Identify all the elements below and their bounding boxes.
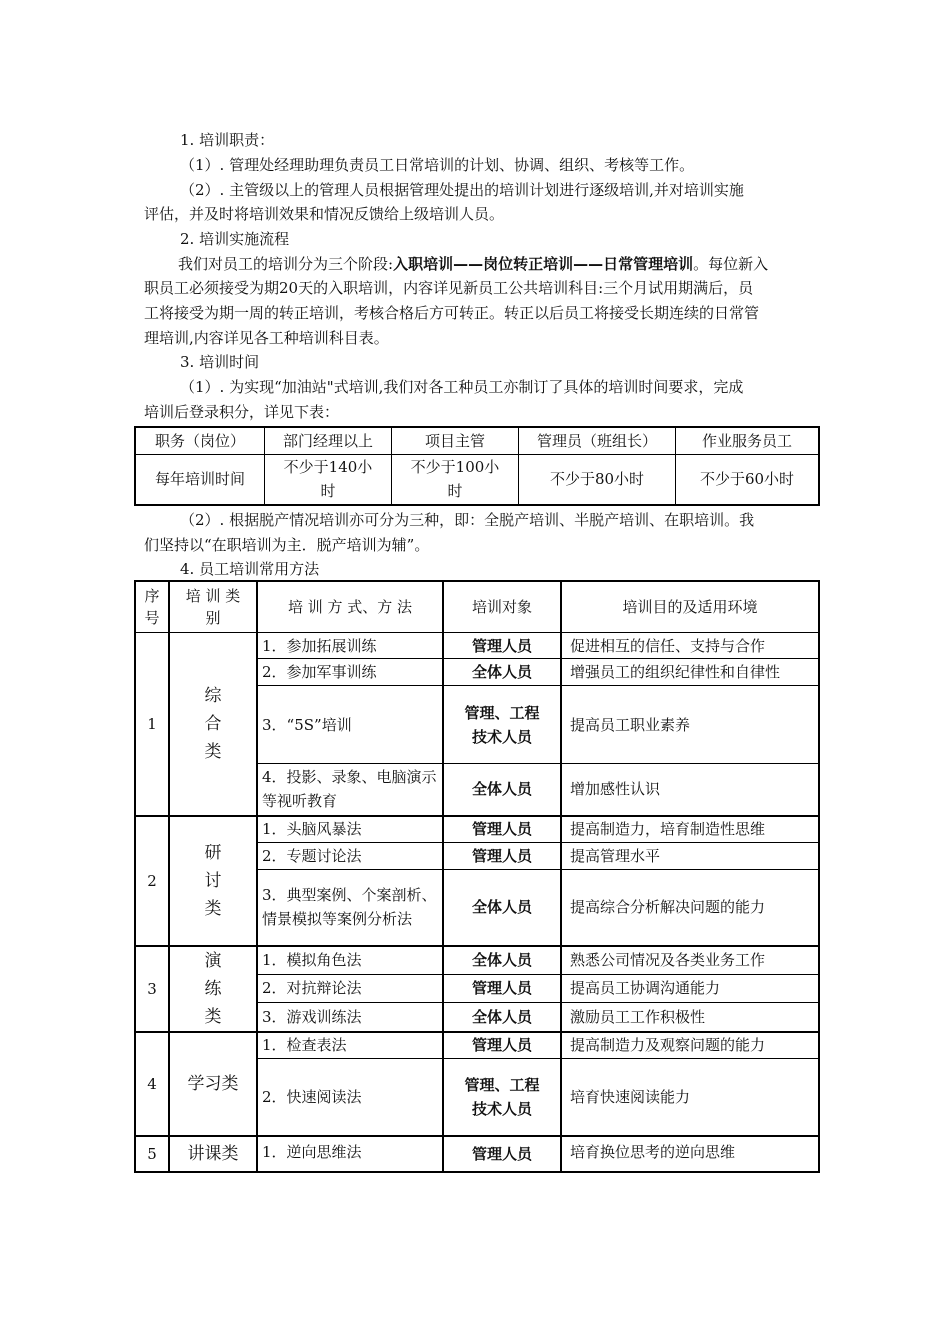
- section-3-item-1-line-2: 培训后登录积分，详见下表：: [144, 403, 340, 421]
- group-2-category: [169, 816, 257, 946]
- section-2-line-1: [178, 252, 868, 276]
- section-2-line-1-pre: 我们对员工的培训分为三个阶段:: [178, 255, 394, 273]
- group-5-category: 讲课类: [169, 1136, 257, 1172]
- group-1-index: 1: [135, 633, 169, 816]
- methods-header-category: 培 训 类 别: [169, 581, 257, 633]
- target-cell: 全体人员: [443, 659, 561, 686]
- goal-cell: 增强员工的组织纪律性和自律性: [561, 659, 819, 686]
- section-3-item-1-line-1: （1）. 为实现“加油站"式培训,我们对各工种员工亦制订了具体的培训时间要求，完成: [180, 378, 744, 396]
- method-cell: 1．检查表法: [257, 1032, 443, 1059]
- time-header-service-staff: 作业服务员工: [676, 427, 820, 454]
- section-3-item-2-line-1: （2）. 根据脱产情况培训亦可分为三种，即：全脱产培训、半脱产培训、在职培训。我: [180, 511, 755, 529]
- goal-cell: 促进相互的信任、支持与合作: [561, 633, 819, 659]
- methods-header-index: 序号: [135, 581, 169, 633]
- target-cell: 全体人员: [443, 1003, 561, 1032]
- section-2-line-1-post: 。每位新入: [693, 255, 769, 273]
- target-cell: 管理人员: [443, 1136, 561, 1172]
- method-cell: 3．典型案例、个案剖析、情景模拟等案例分析法: [257, 870, 443, 946]
- section-3-item-2-line-2: 们坚持以“在职培训为主．脱产培训为辅”。: [144, 536, 430, 554]
- method-cell: 3．“5S”培训: [257, 686, 443, 764]
- method-cell: 1．头脑风暴法: [257, 816, 443, 843]
- goal-cell: 提高员工协调沟通能力: [561, 974, 819, 1003]
- section-1-item-1: （1）. 管理处经理助理负责员工日常培训的计划、协调、组织、考核等工作。: [180, 156, 695, 174]
- section-2-line-4: 理培训,内容详见各工种培训科目表。: [144, 329, 389, 347]
- time-value-project-supervisor: 不少于100小时: [392, 454, 519, 505]
- methods-header-method: 培 训 方 式、方 法: [257, 581, 443, 633]
- time-header-dept-manager: 部门经理以上: [265, 427, 392, 454]
- method-cell: 2．参加军事训练: [257, 659, 443, 686]
- group-3-index: 3: [135, 946, 169, 1032]
- method-cell: 4．投影、录象、电脑演示等视听教育: [257, 764, 443, 816]
- section-3-title: 3. 培训时间: [180, 353, 260, 371]
- section-1-item-2-line-2: 评估，并及时将培训效果和情况反馈给上级培训人员。: [144, 205, 505, 223]
- group-2-index: 2: [135, 816, 169, 946]
- target-cell: 全体人员: [443, 946, 561, 975]
- section-4-title: 4. 员工培训常用方法: [180, 560, 320, 578]
- goal-cell: 培育快速阅读能力: [561, 1059, 819, 1136]
- goal-cell: 熟悉公司情况及各类业务工作: [561, 946, 819, 975]
- method-cell: 2．快速阅读法: [257, 1059, 443, 1136]
- group-4-index: 4: [135, 1032, 169, 1136]
- target-cell: 管理人员: [443, 1032, 561, 1059]
- goal-cell: 培育换位思考的逆向思维: [561, 1136, 819, 1172]
- target-cell: 管理、工程技术人员: [443, 686, 561, 764]
- section-1-title: 1. 培训职责：: [180, 131, 275, 149]
- group-3-category: [169, 946, 257, 1032]
- method-cell: 1．参加拓展训练: [257, 633, 443, 659]
- time-header-position: 职务（岗位）: [135, 427, 265, 454]
- target-cell: 管理人员: [443, 974, 561, 1003]
- training-stages-emphasis: 入职培训——岗位转正培训——日常管理培训: [393, 255, 694, 273]
- group-1-category-label: 综合类: [204, 685, 222, 762]
- section-2-line-2: 职员工必须接受为期20天的入职培训，内容详见新员工公共培训科目:三个月试用期满后，员: [144, 279, 754, 297]
- time-header-administrator: 管理员（班组长）: [519, 427, 676, 454]
- goal-cell: 增加感性认识: [561, 764, 819, 816]
- time-value-dept-manager: 不少于140小时: [265, 454, 392, 505]
- goal-cell: 提高制造力，培育制造性思维: [561, 816, 819, 843]
- section-2-line-3: 工将接受为期一周的转正培训，考核合格后方可转正。转正以后员工将接受长期连续的日常管: [144, 304, 760, 322]
- goal-cell: 提高管理水平: [561, 843, 819, 870]
- section-1-item-2-line-1: （2）. 主管级以上的管理人员根据管理处提出的培训计划进行逐级培训,并对培训实施: [180, 181, 744, 199]
- target-cell: 全体人员: [443, 870, 561, 946]
- method-cell: 2．对抗辩论法: [257, 974, 443, 1003]
- time-value-administrator: 不少于80小时: [519, 454, 676, 505]
- group-1-category: [169, 633, 257, 816]
- methods-header-target: 培训对象: [443, 581, 561, 633]
- target-cell: 管理人员: [443, 843, 561, 870]
- method-cell: 3．游戏训练法: [257, 1003, 443, 1032]
- goal-cell: 提高员工职业素养: [561, 686, 819, 764]
- method-cell: 1．模拟角色法: [257, 946, 443, 975]
- goal-cell: 激励员工工作积极性: [561, 1003, 819, 1032]
- goal-cell: 提高综合分析解决问题的能力: [561, 870, 819, 946]
- group-3-category-label: 演练类: [204, 950, 222, 1027]
- training-methods-table: [134, 580, 820, 1173]
- section-2-title: 2. 培训实施流程: [180, 230, 290, 248]
- methods-header-goal: 培训目的及适用环境: [561, 581, 819, 633]
- target-cell: 管理人员: [443, 633, 561, 659]
- target-cell: 管理人员: [443, 816, 561, 843]
- group-2-category-label: 研讨类: [204, 842, 222, 919]
- time-row-label: 每年培训时间: [135, 454, 265, 505]
- target-cell: 管理、工程技术人员: [443, 1059, 561, 1136]
- method-cell: 1．逆向思维法: [257, 1136, 443, 1172]
- time-header-project-supervisor: 项目主管: [392, 427, 519, 454]
- method-cell: 2．专题讨论法: [257, 843, 443, 870]
- target-cell: 全体人员: [443, 764, 561, 816]
- group-5-index: 5: [135, 1136, 169, 1172]
- goal-cell: 提高制造力及观察问题的能力: [561, 1032, 819, 1059]
- time-value-service-staff: 不少于60小时: [676, 454, 820, 505]
- group-4-category: 学习类: [169, 1032, 257, 1136]
- training-time-table: [134, 426, 820, 506]
